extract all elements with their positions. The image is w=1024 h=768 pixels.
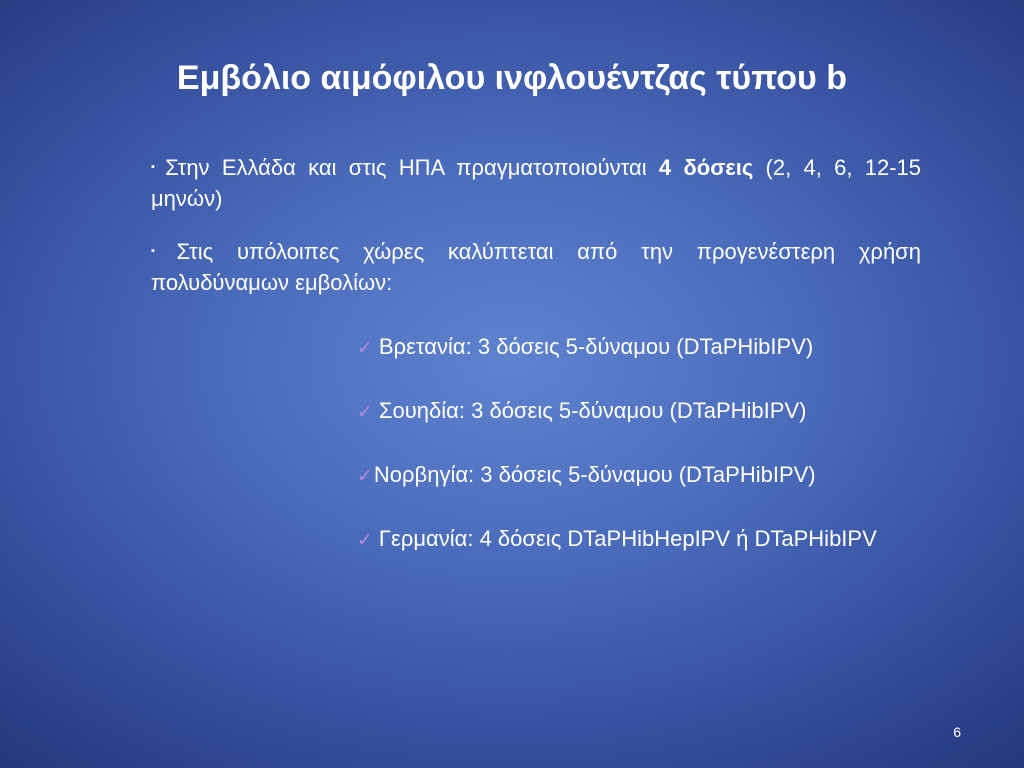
bullet-square-icon: ▪ bbox=[151, 161, 162, 173]
country-text: Γερμανία: 4 δόσεις DTaPHibHepIPV ή DTaPHibIPV bbox=[378, 526, 877, 551]
bullet-bold-text: 4 δόσεις bbox=[658, 155, 754, 180]
country-text: Σουηδία: 3 δόσεις 5-δύναμου (DTaPHibIPV) bbox=[378, 398, 807, 423]
bullet-square-icon: ▪ bbox=[151, 245, 173, 257]
country-item-sweden bbox=[357, 395, 922, 428]
country-item-britain bbox=[357, 331, 922, 364]
bullet-item-other-countries bbox=[151, 236, 921, 298]
bullet-list bbox=[151, 152, 921, 298]
bullet-item-greece-usa bbox=[151, 152, 921, 214]
country-item-germany bbox=[357, 523, 922, 556]
country-list bbox=[357, 331, 922, 556]
checkmark-icon: ✓ bbox=[357, 466, 373, 487]
bullet-text: Στις υπόλοιπες χώρες καλύπτεται από την προγενέστερη χρήση πολυδύναμων εμβολίων: bbox=[151, 239, 921, 295]
country-item-norway bbox=[357, 459, 922, 492]
checkmark-icon: ✓ bbox=[357, 530, 373, 551]
checkmark-icon: ✓ bbox=[357, 338, 373, 359]
country-text: Νορβηγία: 3 δόσεις 5-δύναμου (DTaPHibIPV) bbox=[373, 462, 816, 487]
checkmark-icon: ✓ bbox=[357, 402, 373, 423]
slide-title: Εμβόλιο αιμόφιλου ινφλουέντζας τύπου b bbox=[176, 59, 848, 97]
page-number: 6 bbox=[953, 724, 961, 740]
bullet-text: Στην Ελλάδα και στις ΗΠΑ πραγματοποιούνται bbox=[165, 155, 659, 180]
bullet-text-after: (2, 4, 6, 12-15 μηνών) bbox=[151, 155, 922, 211]
country-text: Βρετανία: 3 δόσεις 5-δύναμου (DTaPHibIPV) bbox=[378, 334, 814, 359]
